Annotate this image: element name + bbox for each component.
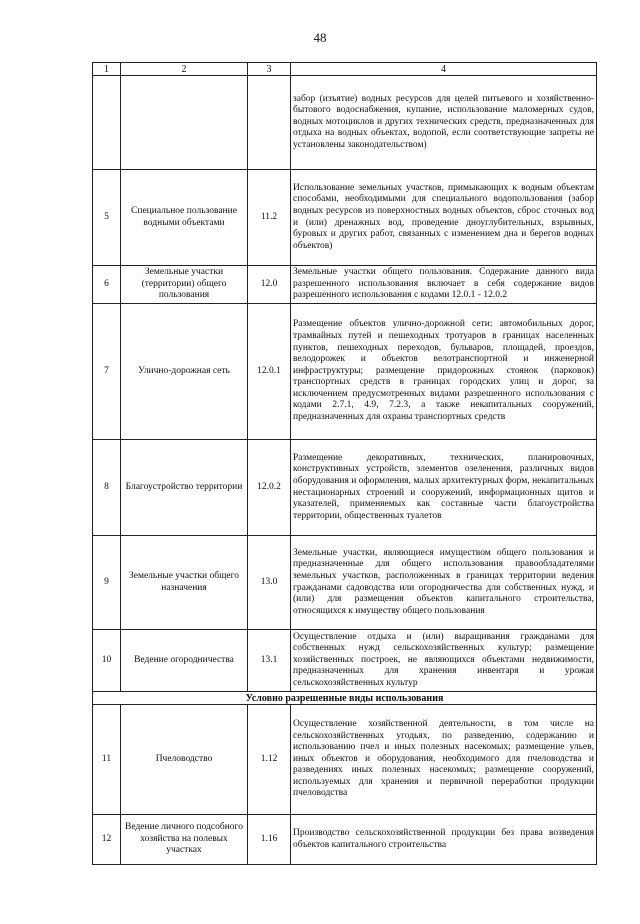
row-number: 6 [93,266,121,304]
row-name: Земельные участки общего назначения [121,536,248,630]
row-description: Осуществление хозяйственной деятельности, в том числе на сельскохозяйственных угодьях, по разведению, содержанию и использованию пчел и иных полезных насекомых; размещение ульев, иных объектов и оборудования, необходимого для пчеловодства и разведениях иных полезных насекомых; размещение сооружений, используемых для хранения и первичной переработки продукции пчеловодства [291,705,597,815]
row-description: Осуществление отдыха и (или) выращивания гражданами для собственных нужд сельскохозяйственных культур; размещение хозяйственных построек, не являющихся объектами недвижимости, предназначенных для хранения инвентаря и урожая сельскохозяйственных культур [291,630,597,692]
table-row [93,170,597,266]
table-row [93,815,597,865]
table-row [93,304,597,440]
row-code: 13.1 [248,630,291,692]
row-code: 12.0.1 [248,304,291,440]
row-description: Земельные участки, являющиеся имуществом общего пользования и предназначенные для общего использования правообладателями земельных участков, расположенных в границах территории ведения гражданами садоводства или огородничества для собственных нужд, и (или) для размещения объектов капитального строительства, относящихся к имуществу общего пользования [291,536,597,630]
row-description: Производство сельскохозяйственной продукции без права возведения объектов капитального строительства [291,815,597,865]
row-name: Ведение огородничества [121,630,248,692]
header-cell: 3 [248,63,291,76]
header-row [93,63,597,76]
land-use-table [92,62,597,865]
row-name: Улично-дорожная сеть [121,304,248,440]
header-cell: 4 [291,63,597,76]
table-row [93,705,597,815]
row-code: 1.12 [248,705,291,815]
row-number: 5 [93,170,121,266]
row-number: 10 [93,630,121,692]
row-number: 7 [93,304,121,440]
row-description: Размещение объектов улично-дорожной сети: автомобильных дорог, трамвайных путей и пешеходных тротуаров в границах населенных пунктов, пешеходных переходов, бульваров, площадей, проездов, велодорожек и объектов велотранспортной и инженерной инфраструктуры; размещение придорожных стоянок (парковок) транспортных средств в границах городских улиц и дорог, за исключением предусмотренных видами разрешенного использования с кодами 2.7.1, 4.9, 7.2.3, а также некапитальных сооружений, предназначенных для охраны транспортных средств [291,304,597,440]
row-description: Использование земельных участков, примыкающих к водным объектам способами, необходимыми для специального водопользования (забор водных ресурсов из поверхностных водных объектов, сброс сточных вод и (или) дренажных вод, проведение дноуглубительных, взрывных, буровых и других работ, связанных с изменением дна и берегов водных объектов) [291,170,597,266]
row-name: Ведение личного подсобного хозяйства на полевых участках [121,815,248,865]
table-row [93,630,597,692]
row-description: Земельные участки общего пользования. Содержание данного вида разрешенного использования включает в себя содержание видов разрешенного использования с кодами 12.0.1 - 12.0.2 [291,266,597,304]
section-row [93,692,597,705]
page-number: 48 [313,30,327,45]
row-name: Благоустройство территории [121,440,248,536]
row-code: 12.0.2 [248,440,291,536]
row-name: Специальное пользование водными объектами [121,170,248,266]
row-number: 9 [93,536,121,630]
row-description: забор (изъятие) водных ресурсов для целей питьевого и хозяйственно-бытового водоснабжения, купание, использование маломерных судов, водных мотоциклов и других технических средств, предназначенных для отдыха на водных объектах, водопой, если соответствующие запреты не установлены законодательством) [291,76,597,170]
header-cell: 2 [121,63,248,76]
header-cell: 1 [93,63,121,76]
table-row [93,440,597,536]
table-row [93,76,597,170]
row-code: 12.0 [248,266,291,304]
table-row [93,266,597,304]
row-code: 13.0 [248,536,291,630]
row-number: 12 [93,815,121,865]
section-title: Условно разрешенные виды использования [93,692,597,705]
row-number: 8 [93,440,121,536]
row-code: 1.16 [248,815,291,865]
row-description: Размещение декоративных, технических, планировочных, конструктивных устройств, элементов озеленения, различных видов оборудования и оформления, малых архитектурных форм, некапитальных нестационарных строений и сооружений, информационных щитов и указателей, применяемых как составные части благоустройства территории, общественных туалетов [291,440,597,536]
table-row [93,536,597,630]
row-number: 11 [93,705,121,815]
row-name: Пчеловодство [121,705,248,815]
row-code: 11.2 [248,170,291,266]
row-name: Земельные участки (территории) общего пользования [121,266,248,304]
